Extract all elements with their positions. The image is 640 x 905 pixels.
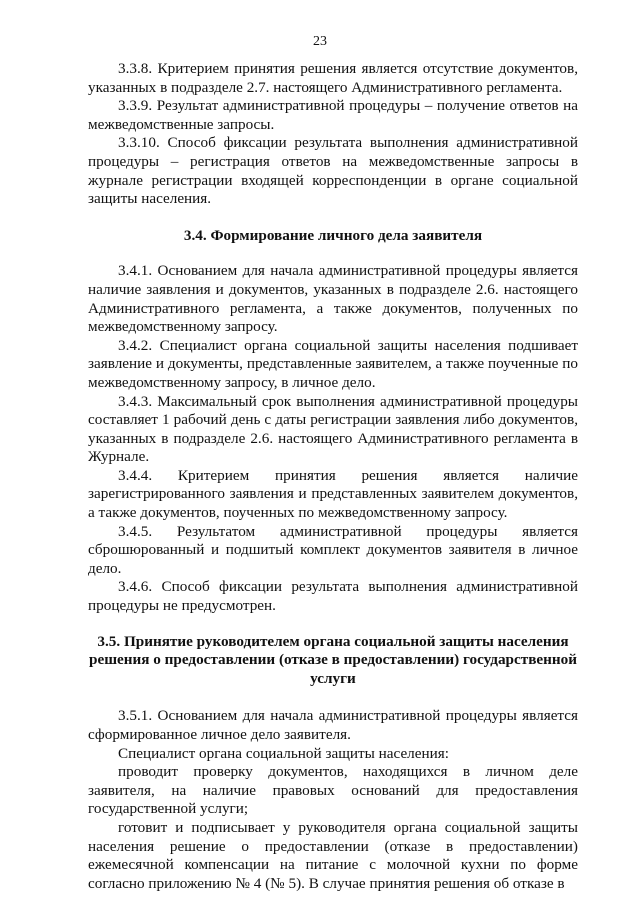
paragraph-checks-documents: проводит проверку документов, находящихся в личном деле заявителя, на наличие правовых оснований для предоставления государственной услуги; — [88, 763, 578, 818]
paragraph-3-4-2: 3.4.2. Специалист органа социальной защиты населения подшивает заявление и документы, представленные заявителем, а также поученные по межведомственному запросу, в личное дело. — [88, 336, 578, 391]
paragraph-3-3-9: 3.3.9. Результат административной процедуры – получение ответов на межведомственные запросы. — [88, 97, 578, 133]
paragraph-3-4-6: 3.4.6. Способ фиксации результата выполнения административной процедуры не предусмотрен. — [88, 578, 578, 615]
paragraph-3-4-3: 3.4.3. Максимальный срок выполнения административной процедуры составляет 1 рабочий день с даты регистрации заявления либо документов, указанных в подразделе 2.6. настоящего Административного регламента в Журнале. — [88, 392, 578, 466]
document-body — [88, 60, 578, 893]
paragraph-prepares-decision: готовит и подписывает у руководителя органа социальной защиты населения решение о предоставлении (отказе в предоставлении) ежемесячной компенсации на питание с молочной кухни по форме согласно приложению № 4 (№ 5). В случае принятия решения об отказе в — [88, 818, 578, 892]
paragraph-3-3-10: 3.3.10. Способ фиксации результата выполнения административной процедуры – регистрация ответов на межведомственные запросы в журнале регистрации входящей корреспонденции в органе социальной защиты населения. — [88, 134, 578, 208]
paragraph-specialist: Специалист органа социальной защиты населения: — [118, 744, 449, 762]
paragraph-3-4-1: 3.4.1. Основанием для начала административной процедуры является наличие заявления и документов, указанных в подразделе 2.6. настоящего Административного регламента, а также документов, полученных по межведомственному запросу. — [88, 262, 578, 336]
paragraph-3-3-8: 3.3.8. Критерием принятия решения является отсутствие документов, указанных в подразделе 2.7. настоящего Административного регламента. — [88, 60, 578, 96]
section-heading-3-4: 3.4. Формирование личного дела заявителя — [183, 226, 483, 244]
paragraph-3-5-1: 3.5.1. Основанием для начала административной процедуры является сформированное личное дело заявителя. — [88, 707, 578, 743]
paragraph-3-4-4: 3.4.4. Критерием принятия решения является наличие зарегистрированного заявления и представленных заявителем документов, а также документов, поученных по межведомственному запросу. — [88, 466, 578, 522]
paragraph-3-4-5: 3.4.5. Результатом административной процедуры является сброшюрованный и подшитый комплект документов заявителя в личное дело. — [88, 522, 578, 577]
section-heading-3-5: 3.5. Принятие руководителем органа социальной защиты населения решения о предоставлении (отказе в предоставлении) государственной услуги — [89, 632, 577, 687]
page-number: 23 — [313, 34, 327, 49]
